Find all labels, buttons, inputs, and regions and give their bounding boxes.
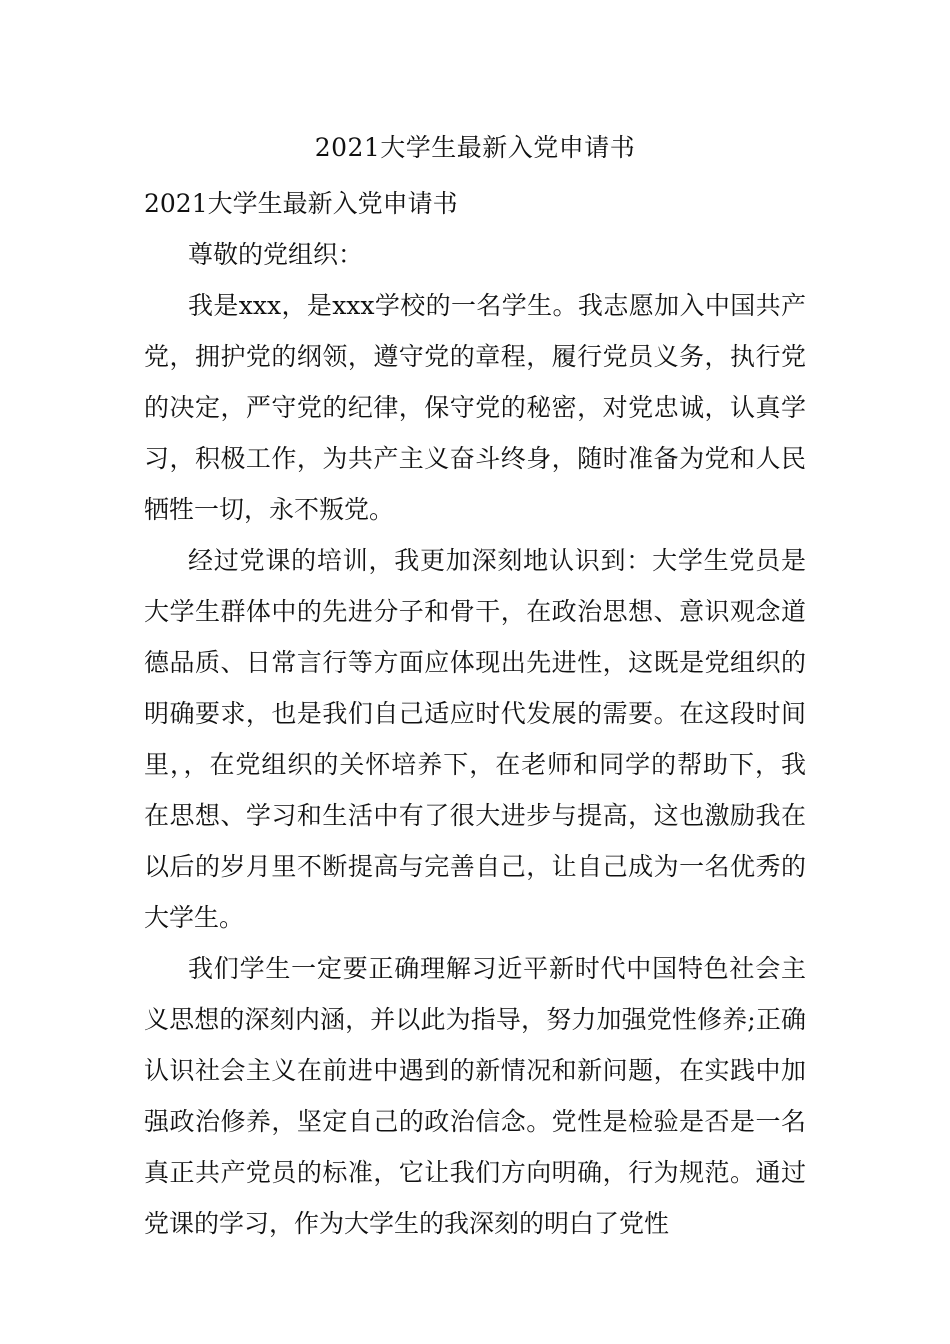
paragraph-1: 我是xxx，是xxx学校的一名学生。我志愿加入中国共产党，拥护党的纲领，遵守党的章程，履行党员义务，执行党的决定，严守党的纪律，保守党的秘密，对党忠诚，认真学习，积极工作，为共产主义奋斗终身，随时准备为党和人民牺牲一切，永不叛党。: [144, 291, 806, 524]
document-body: [144, 178, 806, 1249]
document-subtitle: 2021大学生最新入党申请书: [144, 189, 458, 218]
salutation: 尊敬的党组织：: [188, 240, 364, 269]
paragraph-3: 我们学生一定要正确理解习近平新时代中国特色社会主义思想的深刻内涵，并以此为指导，努力加强党性修养;正确认识社会主义在前进中遇到的新情况和新问题，在实践中加强政治修养，坚定自己的政治信念。党性是检验是否是一名真正共产党员的标准，它让我们方向明确，行为规范。通过党课的学习，作为大学生的我深刻的明白了党性: [144, 954, 806, 1238]
document-title: 2021大学生最新入党申请书: [314, 133, 636, 162]
paragraph-2: 经过党课的培训，我更加深刻地认识到：大学生党员是大学生群体中的先进分子和骨干，在政治思想、意识观念道德品质、日常言行等方面应体现出先进性，这既是党组织的明确要求，也是我们自己适应时代发展的需要。在这段时间里，，在党组织的关怀培养下，在老师和同学的帮助下，我在思想、学习和生活中有了很大进步与提高，这也激励我在以后的岁月里不断提高与完善自己，让自己成为一名优秀的大学生。: [144, 546, 806, 932]
